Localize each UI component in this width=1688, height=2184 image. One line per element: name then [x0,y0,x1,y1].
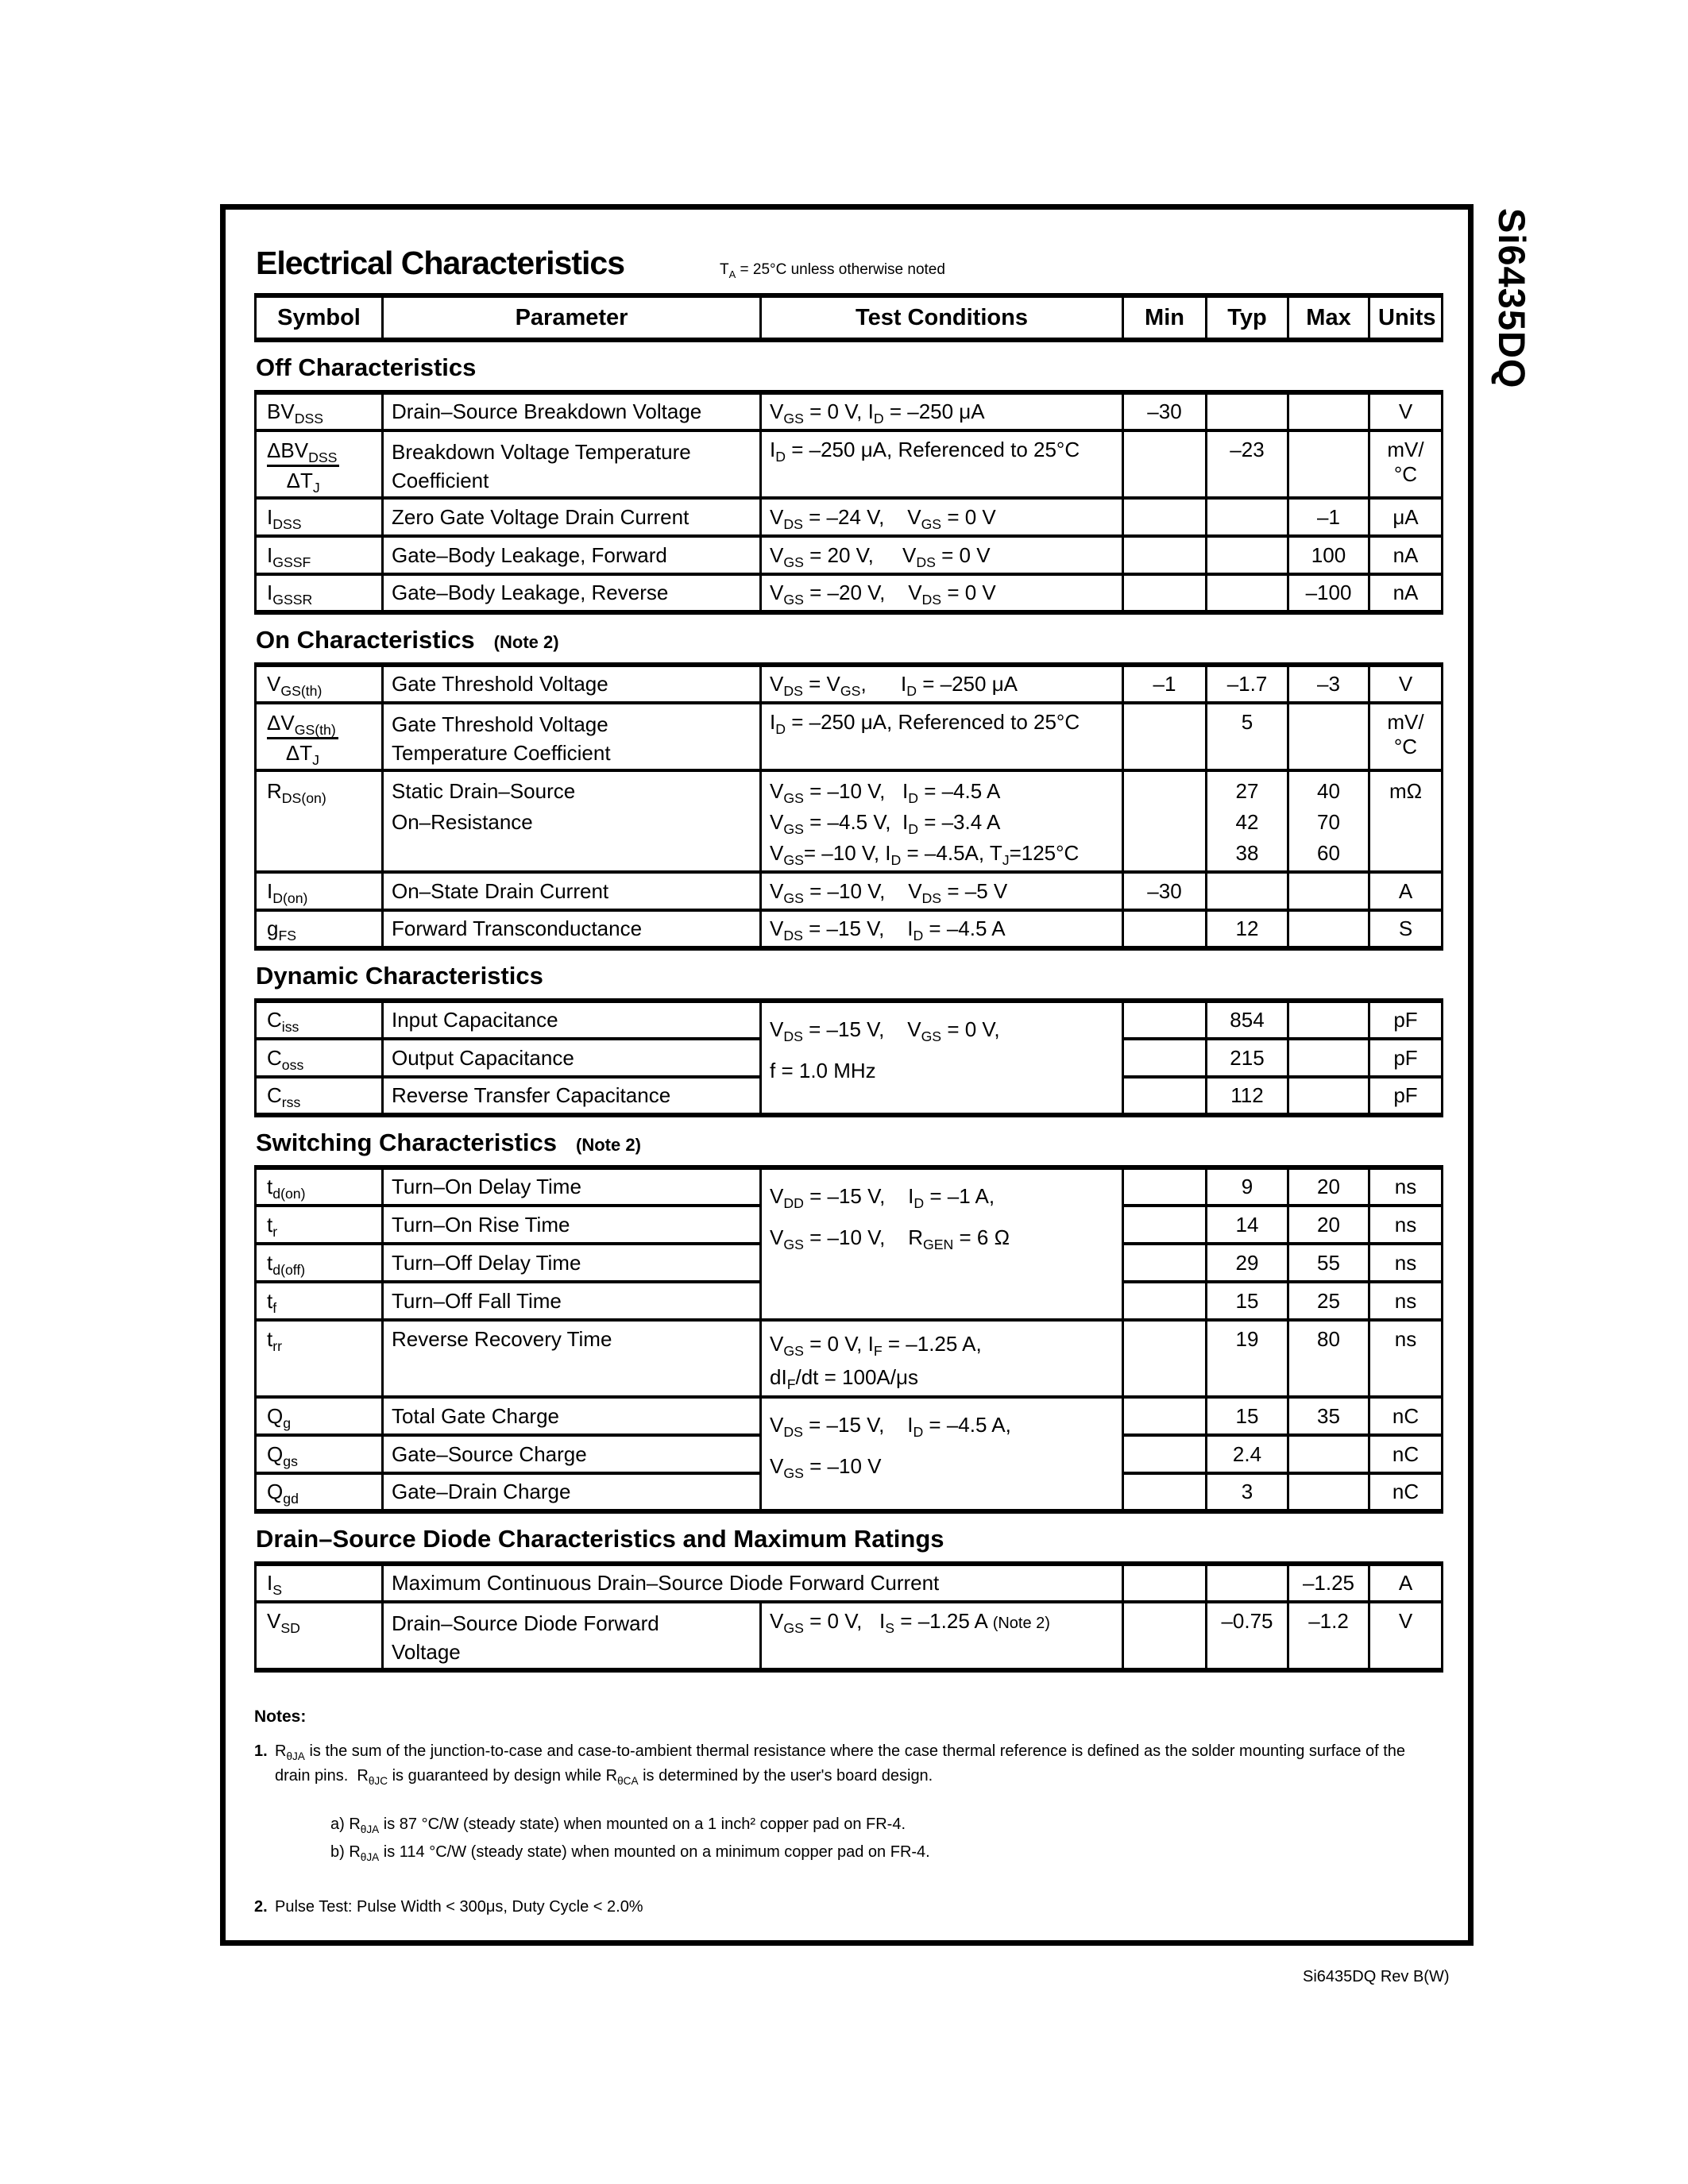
min-cell [1123,1320,1207,1397]
symbol-cell: $V_{SD}$ [256,1602,383,1670]
header-symbol: Symbol [256,295,383,340]
parameter-cell: Reverse Transfer Capacitance [383,1077,761,1115]
testcond-cell: $V_{DS} = -15$ V, $V_{GS} = 0$ V, f = 1.0 MHz [761,1001,1123,1115]
units-cell: V [1369,665,1443,703]
testcond-cell: $V_{DS} = -15$ V, $I_D = -4.5$ A [761,910,1123,948]
testcond-cell: $V_{GS} = -10$ V, $I_D = -4.5$ A $V_{GS} = -4.5$ V, $I_D = -3.4$ A $V_{GS}= -10$ V, $I_D = -4.5A$, $T_J=125^\circ C$ [761,770,1123,872]
testcond-cell: $V_{GS} = -10$ V, $V_{DS} = -5$ V [761,872,1123,910]
parameter-cell: Forward Transconductance [383,910,761,948]
units-cell: pF [1369,1039,1443,1077]
parameter-cell: Total Gate Charge [383,1397,761,1435]
symbol-cell: $g_{FS}$ [256,910,383,948]
on-characteristics-table [254,662,1443,951]
section-heading-off [256,353,1438,382]
title-bar [256,245,1438,282]
max-cell [1288,430,1369,498]
symbol-cell: $I_{GSSR}$ [256,574,383,612]
typ-cell: 9 [1207,1167,1288,1206]
max-cell: –1.2 [1288,1602,1369,1670]
symbol-cell: $I_{D(on)}$ [256,872,383,910]
min-cell [1123,1473,1207,1511]
parameter-cell: On–State Drain Current [383,872,761,910]
typ-cell [1207,498,1288,536]
typ-cell [1207,574,1288,612]
notes-section [254,1707,1438,1920]
typ-cell: 215 [1207,1039,1288,1077]
min-cell [1123,910,1207,948]
min-cell [1123,1602,1207,1670]
section-heading-on [256,626,1438,654]
table-row [256,1320,1443,1397]
symbol-cell: $C_{iss}$ [256,1001,383,1039]
section-heading-diode [256,1525,1438,1553]
table-row [256,1564,1443,1602]
max-cell: 100 [1288,536,1369,574]
part-number-side-label: Si6435DQ [1491,208,1533,389]
parameter-cell: Static Drain–Source On–Resistance [383,770,761,872]
max-cell: 35 [1288,1397,1369,1435]
testcond-cell: $V_{DS} = V_{GS}$, $I_D = -250$ μA [761,665,1123,703]
symbol-cell: $\frac{\Delta BV_{DSS}}{\Delta T_J}$ [256,430,383,498]
max-cell: –100 [1288,574,1369,612]
min-cell [1123,703,1207,770]
units-cell: nA [1369,574,1443,612]
parameter-cell: Gate–Body Leakage, Forward [383,536,761,574]
table-row [256,536,1443,574]
min-cell: –30 [1123,872,1207,910]
min-cell [1123,1039,1207,1077]
min-cell [1123,1564,1207,1602]
testcond-cell: $V_{GS} = 0$ V, $I_S = -1.25$ A (Note 2) [761,1602,1123,1670]
units-cell: A [1369,872,1443,910]
note-2-number: 2. [254,1898,268,1916]
symbol-cell: $BV_{DSS}$ [256,392,383,430]
title-condition: $T_A = 25^\circ C$ unless otherwise noted [720,261,945,280]
symbol-cell: $t_r$ [256,1206,383,1244]
max-cell [1288,872,1369,910]
typ-cell: 27 42 38 [1207,770,1288,872]
parameter-cell: Turn–On Delay Time [383,1167,761,1206]
section-title: On Characteristics [256,626,475,654]
note-1 [254,1739,1438,1788]
section-title: Drain–Source Diode Characteristics and Maximum Ratings [256,1525,944,1553]
max-cell: 40 70 60 [1288,770,1369,872]
symbol-cell: $R_{DS(on)}$ [256,770,383,872]
testcond-cell: $I_D = -250$ μA, Referenced to 25°C [761,430,1123,498]
notes-heading: Notes: [254,1707,307,1726]
table-row [256,430,1443,498]
symbol-cell: $\frac{\Delta V_{GS(th)}}{\Delta T_J}$ [256,703,383,770]
units-cell: μA [1369,498,1443,536]
page-frame [220,204,1474,1946]
min-cell [1123,1397,1207,1435]
section-title: Off Characteristics [256,353,477,381]
min-cell [1123,1077,1207,1115]
units-cell: nC [1369,1473,1443,1511]
min-cell [1123,1206,1207,1244]
units-cell: nA [1369,536,1443,574]
min-cell [1123,430,1207,498]
units-cell: nC [1369,1397,1443,1435]
table-row [256,498,1443,536]
units-cell: mV/°C [1369,430,1443,498]
parameter-cell: Gate–Drain Charge [383,1473,761,1511]
parameter-cell: Reverse Recovery Time [383,1320,761,1397]
parameter-cell: Gate Threshold Voltage [383,665,761,703]
max-cell [1288,1077,1369,1115]
typ-cell: 15 [1207,1282,1288,1320]
diode-characteristics-table [254,1561,1443,1673]
parameter-cell: Turn–Off Fall Time [383,1282,761,1320]
symbol-cell: $Q_{gs}$ [256,1435,383,1473]
units-cell: mV/°C [1369,703,1443,770]
symbol-cell: $Q_{gd}$ [256,1473,383,1511]
header-units: Units [1369,295,1443,340]
testcond-cell: $V_{GS} = 0$ V, $I_D = -250$ μA [761,392,1123,430]
testcond-cell: $I_D = -250$ μA, Referenced to 25°C [761,703,1123,770]
table-row [256,872,1443,910]
table-row [256,392,1443,430]
header-min: Min [1123,295,1207,340]
min-cell: –1 [1123,665,1207,703]
units-cell: V [1369,392,1443,430]
typ-cell [1207,392,1288,430]
symbol-cell: $V_{GS(th)}$ [256,665,383,703]
header-typ: Typ [1207,295,1288,340]
max-cell: 25 [1288,1282,1369,1320]
symbol-cell: $t_{d(on)}$ [256,1167,383,1206]
parameter-cell: Output Capacitance [383,1039,761,1077]
min-cell [1123,498,1207,536]
parameter-cell: Drain–Source Breakdown Voltage [383,392,761,430]
max-cell [1288,392,1369,430]
max-cell [1288,1435,1369,1473]
min-cell [1123,770,1207,872]
symbol-cell: $I_S$ [256,1564,383,1602]
max-cell: 20 [1288,1167,1369,1206]
typ-cell [1207,872,1288,910]
section-heading-switching [256,1129,1438,1157]
units-cell: nC [1369,1435,1443,1473]
table-row [256,1001,1443,1039]
parameter-cell: Input Capacitance [383,1001,761,1039]
symbol-cell: $I_{GSSF}$ [256,536,383,574]
max-cell: 20 [1288,1206,1369,1244]
typ-cell: 14 [1207,1206,1288,1244]
max-cell [1288,1001,1369,1039]
note-2 [254,1895,1438,1920]
testcond-cell: $V_{GS} = 20$ V, $V_{DS} = 0$ V [761,536,1123,574]
note-1b: b) $R_{\theta JA}$ is 114 °C/W (steady state) when mounted on a minimum copper pad on FR-4. [330,1843,930,1863]
typ-cell: 2.4 [1207,1435,1288,1473]
note-2-text: Pulse Test: Pulse Width < 300μs, Duty Cycle < 2.0% [275,1898,643,1916]
units-cell: pF [1369,1077,1443,1115]
typ-cell: –0.75 [1207,1602,1288,1670]
max-cell: 55 [1288,1244,1369,1282]
table-row [256,1397,1443,1435]
max-cell: –1.25 [1288,1564,1369,1602]
section-note: (Note 2) [576,1135,641,1155]
testcond-cell: $V_{DD} = -15$ V, $I_D = -1$ A, $V_{GS} = -10$ V, $R_{GEN} = 6$ Ω [761,1167,1123,1320]
parameter-cell: Gate–Body Leakage, Reverse [383,574,761,612]
units-cell: ns [1369,1244,1443,1282]
parameter-cell: Turn–Off Delay Time [383,1244,761,1282]
parameter-cell: Zero Gate Voltage Drain Current [383,498,761,536]
symbol-cell: $t_f$ [256,1282,383,1320]
table-row [256,770,1443,872]
units-cell: ns [1369,1282,1443,1320]
column-header-table [254,293,1443,342]
parameter-cell: Maximum Continuous Drain–Source Diode Forward Current [383,1564,1123,1602]
typ-cell: 29 [1207,1244,1288,1282]
typ-cell [1207,1564,1288,1602]
testcond-cell: $V_{DS} = -24$ V, $V_{GS} = 0$ V [761,498,1123,536]
max-cell [1288,1039,1369,1077]
typ-cell: 854 [1207,1001,1288,1039]
testcond-cell: $V_{GS} = -20$ V, $V_{DS} = 0$ V [761,574,1123,612]
max-cell [1288,1473,1369,1511]
typ-cell: 15 [1207,1397,1288,1435]
typ-cell: 112 [1207,1077,1288,1115]
max-cell [1288,703,1369,770]
symbol-cell: $C_{oss}$ [256,1039,383,1077]
parameter-cell: Breakdown Voltage Temperature Coefficient [383,430,761,498]
units-cell: ns [1369,1206,1443,1244]
typ-cell: –1.7 [1207,665,1288,703]
testcond-cell: $V_{DS} = -15$ V, $I_D = -4.5$ A, $V_{GS} = -10$ V [761,1397,1123,1511]
off-characteristics-table [254,390,1443,615]
symbol-cell: $t_{rr}$ [256,1320,383,1397]
note-1-number: 1. [254,1742,268,1760]
units-cell: mΩ [1369,770,1443,872]
table-row [256,574,1443,612]
symbol-cell: $C_{rss}$ [256,1077,383,1115]
min-cell [1123,1435,1207,1473]
note-1a: a) $R_{\theta JA}$ is 87 °C/W (steady state) when mounted on a 1 inch² copper pad on FR-4. [330,1815,906,1835]
symbol-cell: $Q_g$ [256,1397,383,1435]
symbol-cell: $I_{DSS}$ [256,498,383,536]
units-cell: pF [1369,1001,1443,1039]
header-max: Max [1288,295,1369,340]
max-cell: –1 [1288,498,1369,536]
units-cell: ns [1369,1167,1443,1206]
table-row [256,1167,1443,1206]
typ-cell [1207,536,1288,574]
table-row [256,910,1443,948]
section-title: Dynamic Characteristics [256,962,543,990]
units-cell: V [1369,1602,1443,1670]
parameter-cell: Turn–On Rise Time [383,1206,761,1244]
section-note: (Note 2) [493,632,559,652]
typ-cell: 3 [1207,1473,1288,1511]
testcond-cell: $V_{GS} = 0$ V, $I_F = -1.25$ A, $dI_F/dt = 100A/\mu s$ [761,1320,1123,1397]
parameter-cell: Drain–Source Diode Forward Voltage [383,1602,761,1670]
table-row [256,665,1443,703]
min-cell [1123,1282,1207,1320]
units-cell: A [1369,1564,1443,1602]
typ-cell: 19 [1207,1320,1288,1397]
switching-characteristics-table [254,1165,1443,1514]
units-cell: S [1369,910,1443,948]
section-heading-dynamic [256,962,1438,990]
header-test-conditions: Test Conditions [761,295,1123,340]
min-cell [1123,574,1207,612]
units-cell: ns [1369,1320,1443,1397]
typ-cell: –23 [1207,430,1288,498]
note-1-text: $R_{\theta JA}$ is the sum of the junction-to-case and case-to-ambient thermal resistance where the case thermal reference is defined as the solder mounting surface of the drain pins. $R_{\theta JC}$ is guaranteed by design while $R_{\theta CA}$ is determined by the user's board design. [275,1742,1406,1787]
min-cell [1123,1244,1207,1282]
symbol-cell: $t_{d(off)}$ [256,1244,383,1282]
dynamic-characteristics-table [254,998,1443,1117]
parameter-cell: Gate–Source Charge [383,1435,761,1473]
table-row [256,703,1443,770]
typ-cell: 5 [1207,703,1288,770]
parameter-cell: Gate Threshold Voltage Temperature Coefficient [383,703,761,770]
page-title: Electrical Characteristics [256,245,624,281]
min-cell [1123,536,1207,574]
typ-cell: 12 [1207,910,1288,948]
min-cell [1123,1001,1207,1039]
max-cell: –3 [1288,665,1369,703]
min-cell [1123,1167,1207,1206]
table-row [256,1602,1443,1670]
max-cell [1288,910,1369,948]
max-cell: 80 [1288,1320,1369,1397]
footer-revision: Si6435DQ Rev B(W) [1303,1968,1450,1985]
min-cell: –30 [1123,392,1207,430]
header-row [256,295,1443,340]
header-parameter: Parameter [383,295,761,340]
section-title: Switching Characteristics [256,1129,558,1156]
